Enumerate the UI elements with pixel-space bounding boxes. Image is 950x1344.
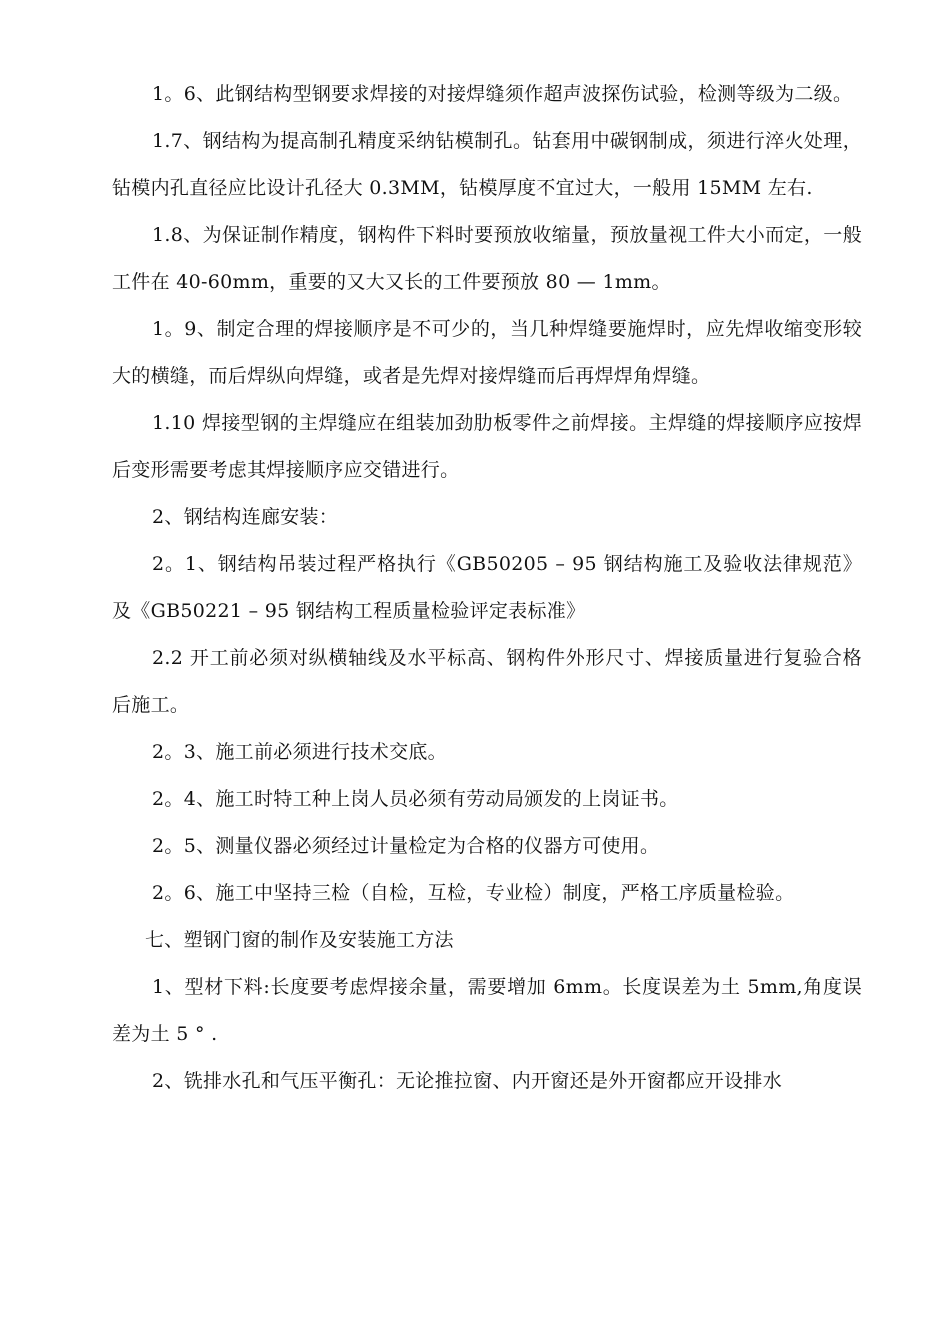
paragraph-2-4: 2。4、施工时特工种上岗人员必须有劳动局颁发的上岗证书。	[152, 788, 679, 810]
paragraph-1-8: 1.8、为保证制作精度，钢构件下料时要预放收缩量，预放量视工件大小而定，一般工件在 40-60mm，重要的又大又长的工件要预放 80 — 1mm。	[112, 224, 862, 293]
document-page	[112, 71, 862, 1105]
section-heading-2: 2、钢结构连廊安装：	[152, 506, 339, 528]
paragraph-2-2: 2.2 开工前必须对纵横轴线及水平标高、钢构件外形尺寸、焊接质量进行复验合格后施工。	[112, 647, 862, 716]
paragraph-1-10: 1.10 焊接型钢的主焊缝应在组装加劲肋板零件之前焊接。主焊缝的焊接顺序应按焊后变形需要考虑其焊接顺序应交错进行。	[112, 412, 862, 481]
paragraph-1-6: 1。6、此钢结构型钢要求焊接的对接焊缝须作超声波探伤试验，检测等级为二级。	[152, 83, 853, 105]
paragraph-2-3: 2。3、施工前必须进行技术交底。	[152, 741, 447, 763]
section-heading-7: 七、塑钢门窗的制作及安装施工方法	[145, 929, 454, 951]
paragraph-1-9: 1。9、制定合理的焊接顺序是不可少的，当几种焊缝要施焊时，应先焊收缩变形较大的横缝，而后焊纵向焊缝，或者是先焊对接焊缝而后再焊焊角焊缝。	[112, 318, 862, 387]
paragraph-7-2: 2、铣排水孔和气压平衡孔：无论推拉窗、内开窗还是外开窗都应开设排水	[152, 1070, 782, 1092]
paragraph-2-1: 2。1、钢结构吊装过程严格执行《GB50205 – 95 钢结构施工及验收法律规范》及《GB50221 – 95 钢结构工程质量检验评定表标准》	[112, 553, 862, 622]
paragraph-1-7: 1.7、钢结构为提高制孔精度采纳钻模制孔。钻套用中碳钢制成，须进行淬火处理，钻模内孔直径应比设计孔径大 0.3MM，钻模厚度不宜过大，一般用 15MM 左右.	[112, 130, 862, 199]
paragraph-2-6: 2。6、施工中坚持三检（自检，互检，专业检）制度，严格工序质量检验。	[152, 882, 795, 904]
paragraph-7-1: 1、型材下料:长度要考虑焊接余量，需要增加 6mm。长度误差为土 5mm,角度误差为土 5 ° .	[112, 976, 862, 1045]
paragraph-2-5: 2。5、测量仪器必须经过计量检定为合格的仪器方可使用。	[152, 835, 660, 857]
